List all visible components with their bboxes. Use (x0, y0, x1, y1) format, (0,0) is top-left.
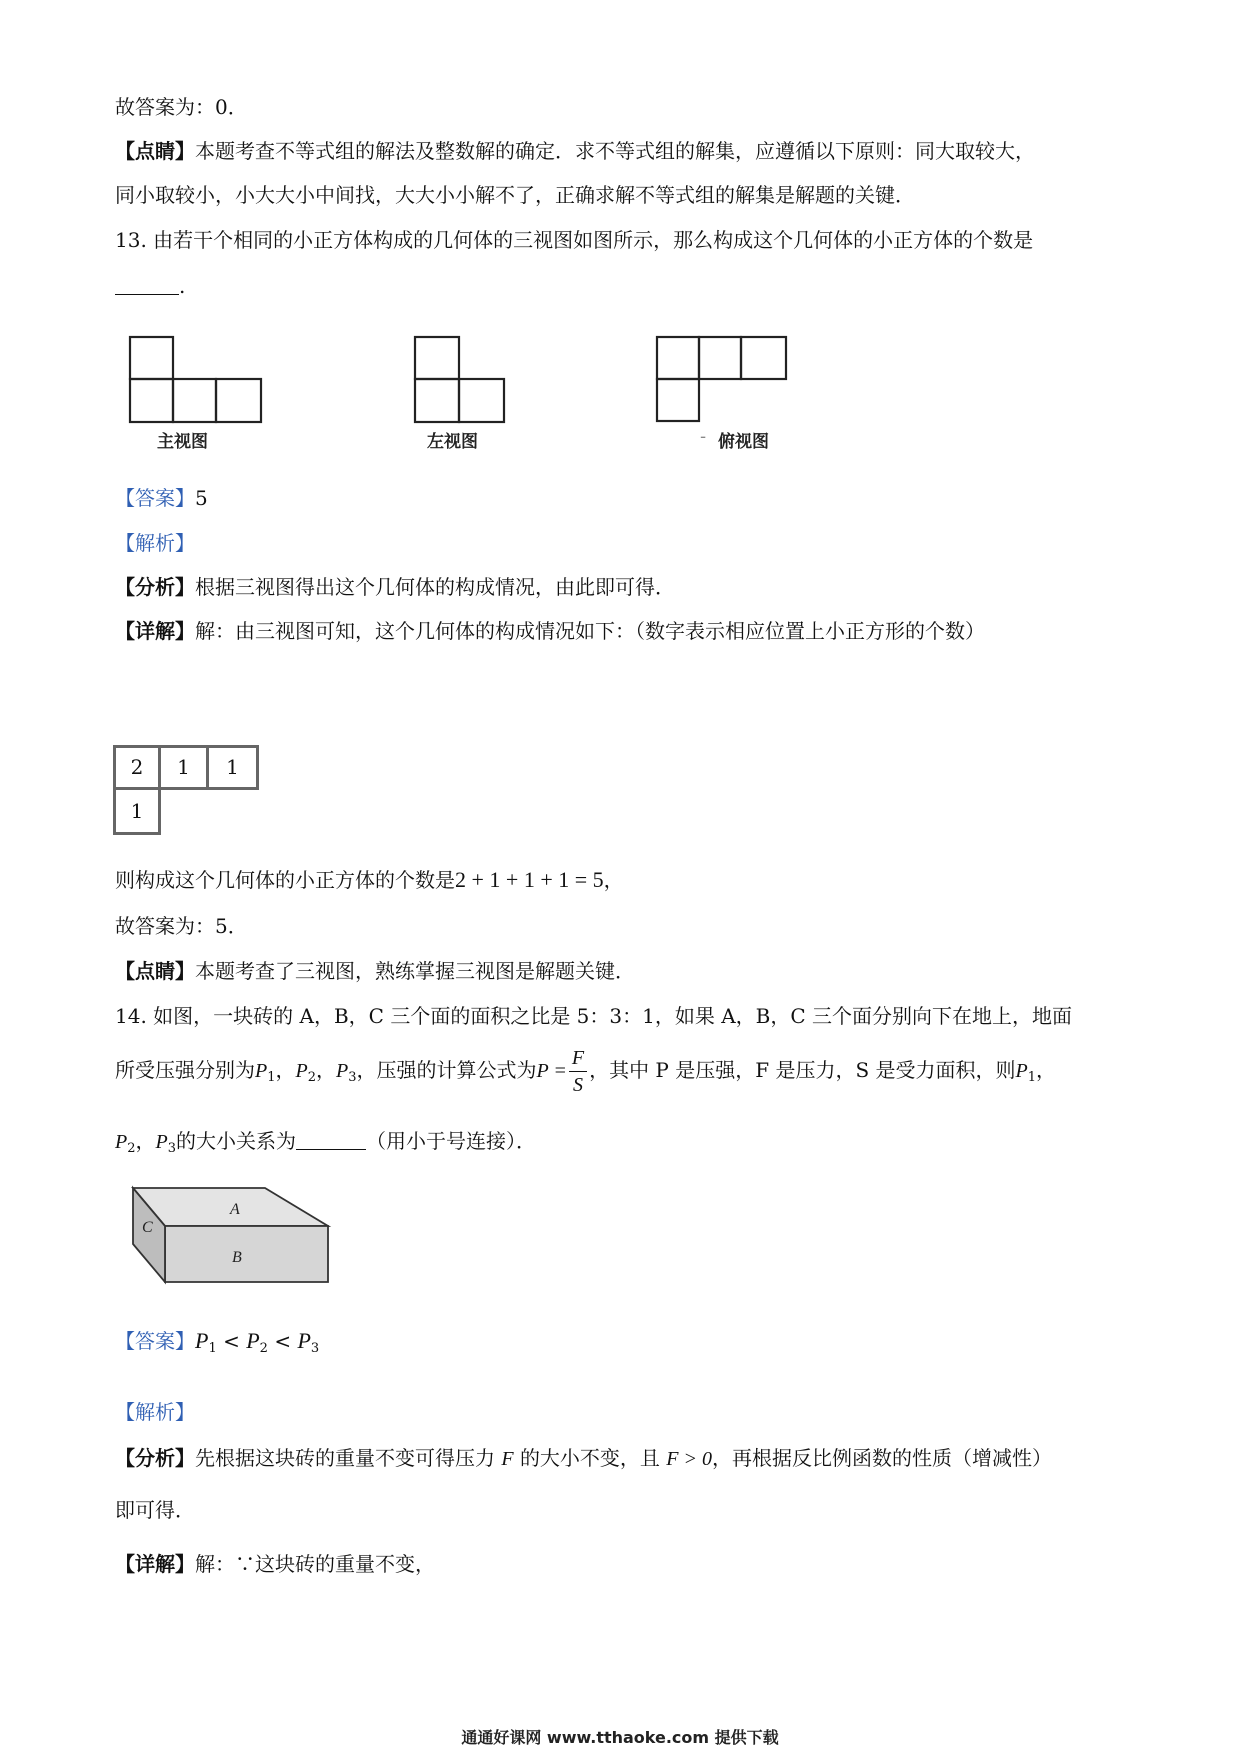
front-view (130, 337, 261, 422)
q14-jiexi: 【解析】 (115, 1400, 195, 1424)
grid-cell: 1 (113, 790, 161, 835)
prev-dianjing-line2: 同小取较小，小大大小中间找，大大小小解不了，正确求解不等式组的解集是解题的关键． (115, 183, 915, 207)
prev-dianjing-line1: 【点睛】本题考查不等式组的解法及整数解的确定．求不等式组的解集，应遵循以下原则：同大取较大， (115, 139, 1035, 163)
q13-stem: 13. 由若干个相同的小正方体构成的几何体的三视图如图所示，那么构成这个几何体的小正方体的个数是 (115, 228, 1034, 252)
grid-cell: 1 (209, 745, 259, 790)
top-view-label: 俯视图 (718, 432, 769, 452)
top-view (657, 337, 786, 421)
brick-figure (125, 1180, 345, 1285)
top-view-label-mark: - (700, 427, 707, 447)
count-grid (113, 745, 263, 845)
answer-blank (115, 274, 179, 295)
q13-count-line: 则构成这个几何体的小正方体的个数是2 + 1 + 1 + 1 = 5， (115, 867, 624, 892)
q13-final-answer: 故答案为：5． (115, 914, 248, 938)
face-a-label: A (230, 1201, 240, 1218)
brick-face-b (165, 1226, 328, 1282)
q13-xiangjie: 【详解】解：由三视图可知，这个几何体的构成情况如下：（数字表示相应位置上小正方形的个数） (115, 619, 985, 643)
dianjing-tag: 【点睛】 (115, 139, 195, 163)
q14-stem-line3: $P_2$，$P_3$的大小关系为 （用小于号连接）． (115, 1129, 536, 1156)
q14-fenxi-line1: 【分析】先根据这块砖的重量不变可得压力 F 的大小不变，且 F > 0，再根据反比例函数的性质（增减性） (115, 1446, 1053, 1470)
q13-jiexi: 【解析】 (115, 531, 195, 555)
answer-blank (296, 1129, 366, 1150)
q14-answer: 【答案】$P_1 < P_2 < P_3$ (115, 1328, 320, 1356)
answer-tag: 【答案】 (115, 1329, 195, 1353)
q14-stem-line2: 所受压强分别为$P_1$，$P_2$，$P_3$，压强的计算公式为P = $\frac{F}{S}$ ，其中 P 是压强，F 是压力，S 是受力面积，则$P_1$， (115, 1047, 1057, 1096)
q14-fenxi-line2: 即可得． (115, 1498, 195, 1522)
left-view-label: 左视图 (427, 432, 478, 452)
q13-answer: 【答案】5 (115, 486, 208, 510)
left-view (415, 337, 504, 422)
front-view-label: 主视图 (157, 432, 208, 452)
grid-cell: 1 (161, 745, 209, 790)
prev-answer-line: 故答案为：0． (115, 95, 248, 119)
q13-blank-line: . (115, 272, 185, 300)
q14-stem-line1: 14. 如图，一块砖的 A，B，C 三个面的面积之比是 5：3：1，如果 A，B，C 三个面分别向下在地上，地面 (115, 1004, 1073, 1028)
face-c-label: C (142, 1219, 153, 1236)
q13-dianjing: 【点睛】本题考查了三视图，熟练掌握三视图是解题关键． (115, 959, 635, 983)
q13-fenxi: 【分析】根据三视图得出这个几何体的构成情况，由此即可得． (115, 575, 675, 599)
formula-lhs: P = (536, 1060, 567, 1082)
grid-cell: 2 (113, 745, 161, 790)
page-footer: 通通好课网 www.tthaoke.com 提供下载 (461, 1728, 779, 1747)
pressure-formula: $\frac{F}{S}$ (569, 1045, 587, 1098)
face-b-label: B (232, 1249, 242, 1266)
q14-xiangjie: 【详解】解：∵这块砖的重量不变， (115, 1552, 435, 1576)
answer-tag: 【答案】 (115, 486, 195, 510)
